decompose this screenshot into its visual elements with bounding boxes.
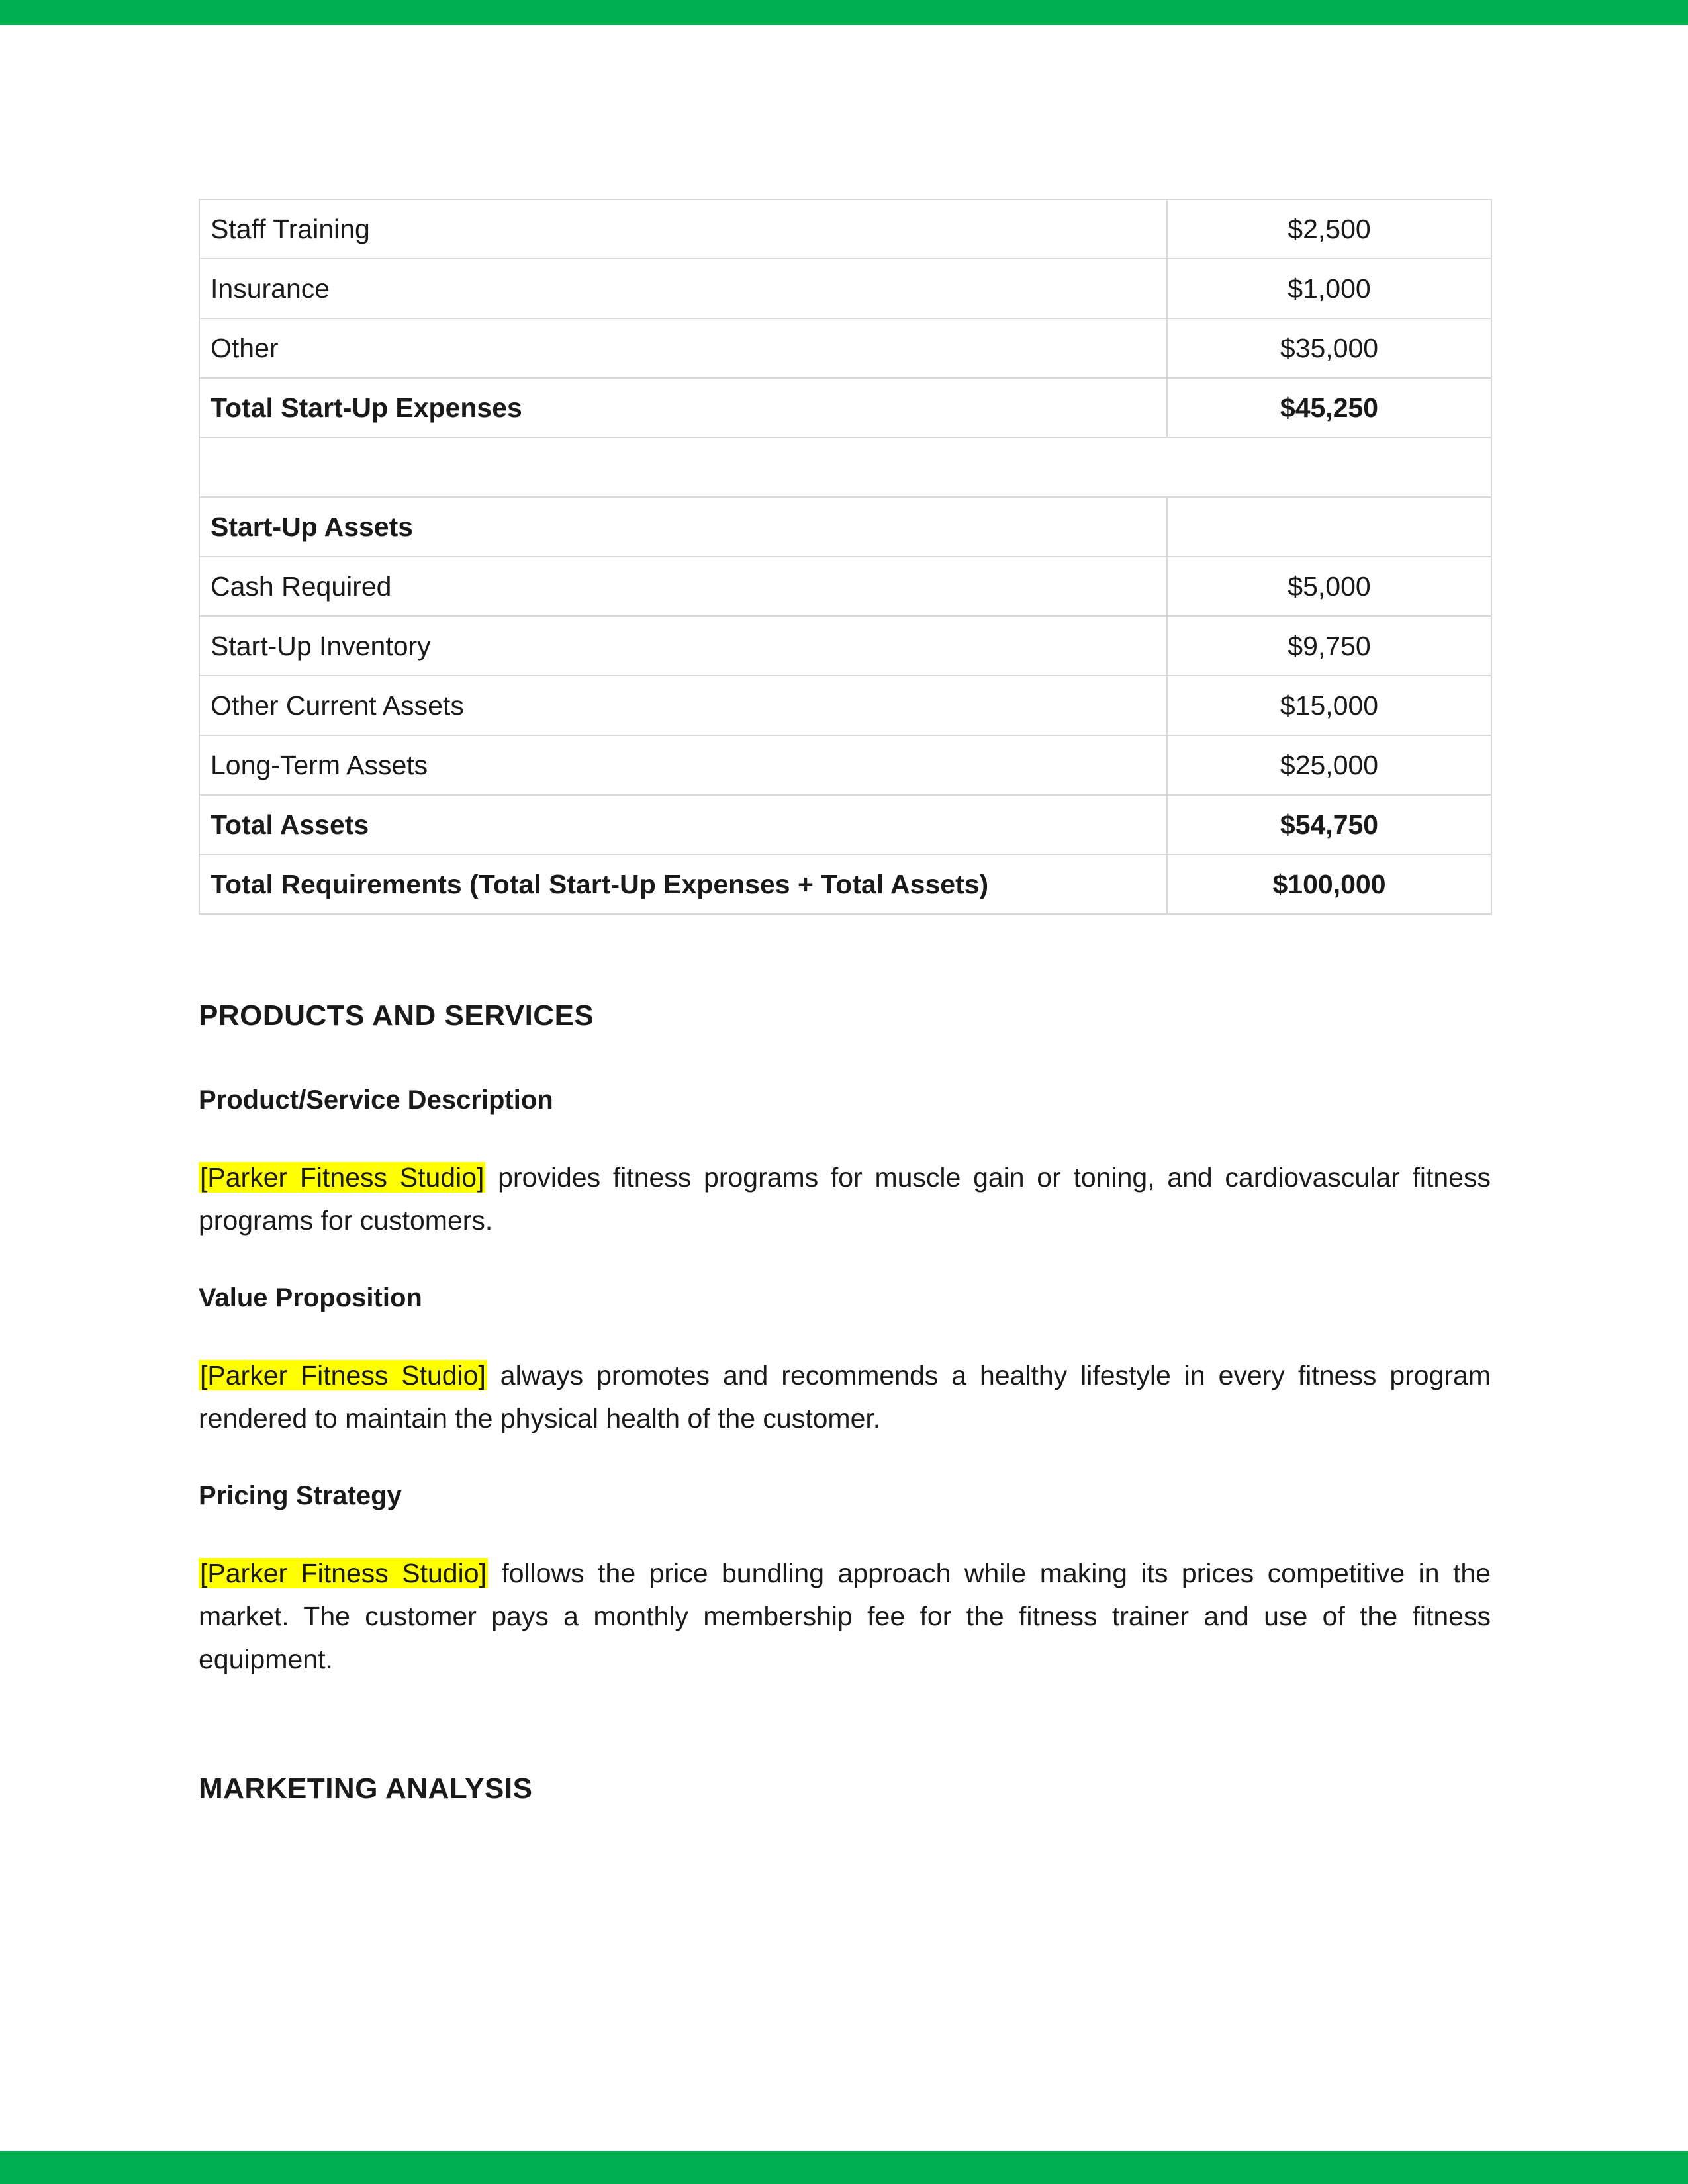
table-spacer-row: [199, 437, 1491, 497]
row-value: $5,000: [1167, 557, 1491, 616]
row-value: $9,750: [1167, 616, 1491, 676]
row-value: [1167, 497, 1491, 557]
table-row: [199, 616, 1491, 676]
row-value: $2,500: [1167, 199, 1491, 259]
top-accent-band: [0, 0, 1688, 25]
row-label: Insurance: [199, 259, 1167, 318]
company-name-highlight: [Parker Fitness Studio]: [200, 1360, 486, 1390]
page-content: [199, 199, 1491, 1805]
row-value: $100,000: [1167, 854, 1491, 914]
row-label: Other: [199, 318, 1167, 378]
row-value: $35,000: [1167, 318, 1491, 378]
paragraph-text: provides fitness programs for muscle gain or toning, and cardiovascular fitness programs for customers.: [199, 1162, 1491, 1236]
table-row: [199, 199, 1491, 259]
table-row-total-requirements: [199, 854, 1491, 914]
value-proposition-heading: Value Proposition: [199, 1283, 422, 1312]
row-label: Start-Up Inventory: [199, 616, 1167, 676]
row-value: $15,000: [1167, 676, 1491, 735]
row-label: Long-Term Assets: [199, 735, 1167, 795]
row-value: $25,000: [1167, 735, 1491, 795]
table-row-startup-assets-header: [199, 497, 1491, 557]
pricing-strategy-heading: Pricing Strategy: [199, 1481, 402, 1510]
table-row: [199, 557, 1491, 616]
table-row: [199, 318, 1491, 378]
table-row: [199, 735, 1491, 795]
marketing-analysis-heading: MARKETING ANALYSIS: [199, 1772, 533, 1805]
table-row: [199, 676, 1491, 735]
paragraph-text: follows the price bundling approach while making its prices competitive in the market. The customer pays a monthly membership fee for the fitness trainer and use of the fitness equipment.: [199, 1558, 1491, 1674]
row-value: $1,000: [1167, 259, 1491, 318]
company-name-highlight: [Parker Fitness Studio]: [200, 1558, 487, 1588]
row-label: Total Assets: [199, 795, 1167, 854]
bottom-accent-band: [0, 2151, 1688, 2184]
paragraph-text: always promotes and recommends a healthy lifestyle in every fitness program rendered to maintain the physical health of the customer.: [199, 1360, 1491, 1433]
row-label: Start-Up Assets: [199, 497, 1167, 557]
table-row-total-startup-expenses: [199, 378, 1491, 437]
startup-financials-table: [199, 199, 1492, 915]
row-label: Total Requirements (Total Start-Up Expenses + Total Assets): [199, 854, 1167, 914]
table-row-total-assets: [199, 795, 1491, 854]
row-label: Cash Required: [199, 557, 1167, 616]
spacer-cell: [199, 437, 1491, 497]
row-value: $45,250: [1167, 378, 1491, 437]
pricing-strategy-paragraph: [199, 1552, 1491, 1681]
row-value: $54,750: [1167, 795, 1491, 854]
row-label: Other Current Assets: [199, 676, 1167, 735]
product-description-heading: Product/Service Description: [199, 1085, 553, 1115]
row-label: Total Start-Up Expenses: [199, 378, 1167, 437]
table-row: [199, 259, 1491, 318]
products-services-heading: PRODUCTS AND SERVICES: [199, 999, 594, 1032]
company-name-highlight: [Parker Fitness Studio]: [200, 1162, 485, 1193]
value-proposition-paragraph: [199, 1354, 1491, 1440]
row-label: Staff Training: [199, 199, 1167, 259]
product-description-paragraph: [199, 1156, 1491, 1242]
